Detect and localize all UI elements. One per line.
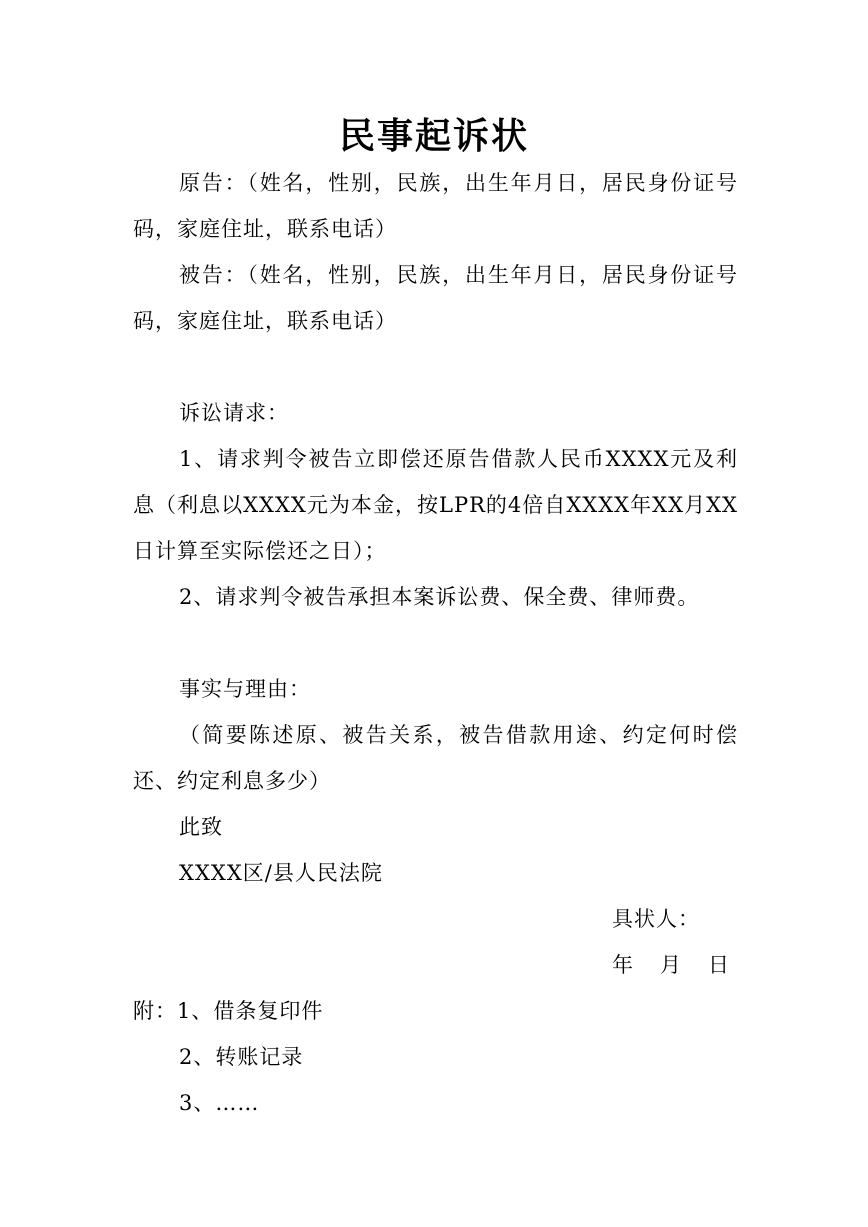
date-day: 日 [708, 953, 730, 977]
date-month: 月 [660, 953, 682, 977]
attachments-first-line [133, 988, 323, 1034]
facts-body: （简要陈述原、被告关系，被告借款用途、约定何时偿还、约定利息多少） [133, 723, 738, 793]
plaintiff-info: 原告：（姓名，性别，民族，出生年月日，居民身份证号码，家庭住址，联系电话） [133, 171, 738, 241]
claim-item-2: 2、请求判令被告承担本案诉讼费、保全费、律师费。 [179, 585, 700, 609]
attachment-item: 2、转账记录 [179, 1045, 304, 1069]
signature-date [612, 942, 730, 988]
signer-label: 具状人： [612, 907, 700, 931]
claim-item-1: 1、请求判令被告立即偿还原告借款人民币XXXX元及利息（利息以XXXX元为本金，按LPR的4倍自XXXX年XX月XX日计算至实际偿还之日）； [133, 447, 738, 563]
attachment-item: 3、…… [179, 1091, 260, 1115]
salutation: 此致 [179, 815, 223, 839]
attachment-item: 1、借条复印件 [177, 999, 324, 1023]
facts-heading: 事实与理由： [179, 677, 311, 701]
claims-heading: 诉讼请求： [179, 401, 289, 425]
document-title: 民事起诉状 [338, 116, 529, 157]
court-name: XXXX区/县人民法院 [179, 861, 383, 885]
attachments-label: 附： [133, 999, 177, 1023]
defendant-info: 被告：（姓名，性别，民族，出生年月日，居民身份证号码，家庭住址，联系电话） [133, 263, 738, 333]
date-year: 年 [612, 953, 634, 977]
